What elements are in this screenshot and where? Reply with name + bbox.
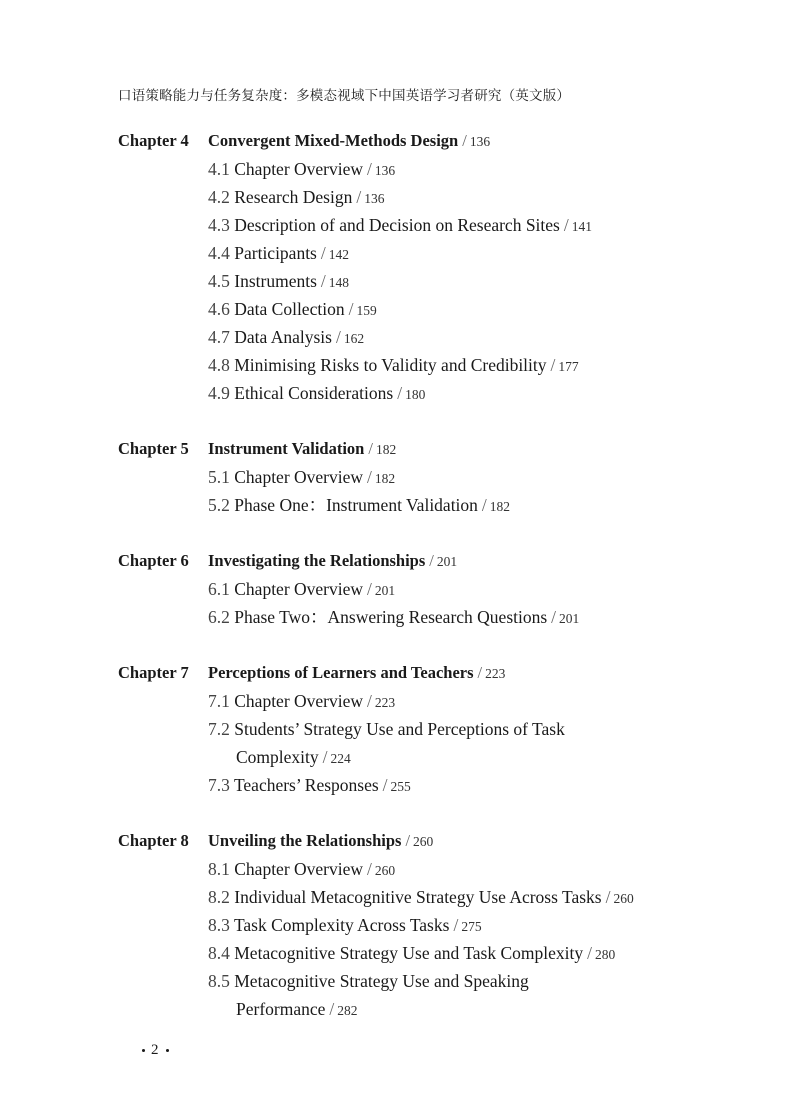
toc-entry[interactable]: 5.2 Phase One：Instrument Validation / 182 xyxy=(208,495,511,515)
entry-number: 5.2 xyxy=(208,495,230,515)
chapter-title: Convergent Mixed-Methods Design xyxy=(208,131,459,150)
chapter-page: 260 xyxy=(413,834,434,849)
entry-number: 8.1 xyxy=(208,859,230,879)
chapter-label: Chapter 6 xyxy=(118,551,189,570)
chapter-heading[interactable]: Chapter 6 Investigating the Relationships / 201 xyxy=(118,547,758,575)
entry-number: 6.1 xyxy=(208,579,230,599)
chapter-page: 201 xyxy=(436,554,458,569)
entry-title: Individual Metacognitive Strategy Use Across Tasks xyxy=(234,887,602,907)
entry-number: 4.9 xyxy=(208,383,230,403)
entry-title: Chapter Overview xyxy=(234,159,364,179)
entry-title: Teachers’ Responses xyxy=(233,775,379,795)
entry-number: 4.8 xyxy=(208,355,230,375)
entry-page: 141 xyxy=(571,219,592,234)
entry-page: 182 xyxy=(489,499,511,514)
entry-number: 4.7 xyxy=(208,327,230,347)
entry-number: 5.1 xyxy=(208,467,230,487)
chapter-title: Instrument Validation xyxy=(208,439,365,458)
entry-page: 201 xyxy=(374,583,396,598)
chapter-title: Unveiling the Relationships xyxy=(208,831,402,850)
toc-entry[interactable] xyxy=(118,715,758,743)
entry-number: 4.1 xyxy=(208,159,230,179)
chapter-title: Investigating the Relationships xyxy=(208,551,426,570)
entry-title: Description of and Decision on Research Sites xyxy=(234,215,560,235)
entry-number: 8.3 xyxy=(208,915,230,935)
toc-chapter-8 xyxy=(118,827,758,1023)
entry-title: Minimising Risks to Validity and Credibility xyxy=(234,355,547,375)
entry-number: 4.5 xyxy=(208,271,230,291)
entry-number: 7.2 xyxy=(208,719,230,739)
toc-chapter-4 xyxy=(118,127,758,407)
entry-title-continuation: Complexity xyxy=(236,747,319,767)
bullet-dot xyxy=(142,1049,145,1052)
entry-number: 6.2 xyxy=(208,607,230,627)
toc-entry[interactable]: 8.2 Individual Metacognitive Strategy Use Across Tasks / 260 xyxy=(208,887,634,907)
page-number xyxy=(136,1042,175,1059)
entry-page: 255 xyxy=(390,779,411,794)
toc-entry-continuation[interactable]: Performance / 282 xyxy=(236,999,358,1019)
chapter-heading[interactable]: Chapter 5 Instrument Validation / 182 xyxy=(118,435,758,463)
toc-entry[interactable]: 4.1 Chapter Overview / 136 xyxy=(208,159,396,179)
toc-entry[interactable]: 8.1 Chapter Overview / 260 xyxy=(208,859,396,879)
entry-title: Ethical Considerations xyxy=(234,383,394,403)
entry-page: 136 xyxy=(364,191,385,206)
chapter-label: Chapter 8 xyxy=(118,831,189,850)
entry-title: Data Analysis xyxy=(234,327,332,347)
entry-number: 4.6 xyxy=(208,299,230,319)
chapter-heading[interactable]: Chapter 8 Unveiling the Relationships / 260 xyxy=(118,827,758,855)
bullet-dot xyxy=(166,1049,169,1052)
entry-title: Chapter Overview xyxy=(234,467,364,487)
entry-number: 4.2 xyxy=(208,187,230,207)
entry-number: 8.5 xyxy=(208,971,230,991)
entry-page: 148 xyxy=(328,275,350,290)
chapter-page: 223 xyxy=(485,666,506,681)
toc-entry[interactable]: 7.3 Teachers’ Responses / 255 xyxy=(208,775,411,795)
chapter-label: Chapter 7 xyxy=(118,663,189,682)
toc-chapter-7 xyxy=(118,659,758,799)
entry-page: 260 xyxy=(374,863,396,878)
entry-page: 275 xyxy=(461,919,482,934)
running-header: 口语策略能力与任务复杂度：多模态视域下中国英语学习者研究（英文版） xyxy=(118,88,571,104)
toc-entry[interactable]: 4.4 Participants / 142 xyxy=(208,243,349,263)
entry-number: 8.2 xyxy=(208,887,230,907)
entry-page: 162 xyxy=(343,331,365,346)
entry-number: 4.3 xyxy=(208,215,230,235)
entry-number: 7.3 xyxy=(208,775,230,795)
entry-title: Metacognitive Strategy Use and Task Complexity xyxy=(234,943,584,963)
entry-page: 201 xyxy=(559,611,580,626)
entry-page: 260 xyxy=(613,891,634,906)
toc-entry[interactable]: 8.3 Task Complexity Across Tasks / 275 xyxy=(208,915,482,935)
entry-title: Research Design xyxy=(234,187,353,207)
toc-entry[interactable]: 7.1 Chapter Overview / 223 xyxy=(208,691,396,711)
toc-entry[interactable]: 4.7 Data Analysis / 162 xyxy=(208,327,365,347)
entry-title: Chapter Overview xyxy=(234,691,364,711)
entry-page: 159 xyxy=(356,303,377,318)
toc-chapter-6 xyxy=(118,547,758,631)
chapter-title: Perceptions of Learners and Teachers xyxy=(208,663,474,682)
chapter-heading[interactable]: Chapter 4 Convergent Mixed-Methods Design / 136 xyxy=(118,127,758,155)
entry-page: 142 xyxy=(328,247,349,262)
toc-entry[interactable]: 4.3 Description of and Decision on Research Sites / 141 xyxy=(208,215,592,235)
chapter-heading[interactable]: Chapter 7 Perceptions of Learners and Teachers / 223 xyxy=(118,659,758,687)
entry-number: 4.4 xyxy=(208,243,230,263)
toc-entry[interactable]: 8.4 Metacognitive Strategy Use and Task Complexity / 280 xyxy=(208,943,616,963)
entry-title: Phase One：Instrument Validation xyxy=(234,495,478,515)
entry-page: 177 xyxy=(558,359,579,374)
entry-title: Chapter Overview xyxy=(234,859,364,879)
toc-entry[interactable]: 5.1 Chapter Overview / 182 xyxy=(208,467,396,487)
toc-entry[interactable]: 6.2 Phase Two：Answering Research Questions / 201 xyxy=(208,607,580,627)
page-number-value: 2 xyxy=(151,1042,160,1058)
toc-entry[interactable]: 4.9 Ethical Considerations / 180 xyxy=(208,383,426,403)
entry-page: 180 xyxy=(405,387,426,402)
toc-entry-continuation[interactable]: Complexity / 224 xyxy=(236,747,351,767)
entry-title: Participants xyxy=(234,243,317,263)
entry-title: Students’ Strategy Use and Perceptions of Task xyxy=(234,719,565,739)
toc-entry[interactable]: 4.6 Data Collection / 159 xyxy=(208,299,377,319)
entry-title: Data Collection xyxy=(234,299,345,319)
entry-page: 136 xyxy=(374,163,396,178)
entry-title: Metacognitive Strategy Use and Speaking xyxy=(234,971,529,991)
toc-entry[interactable]: 6.1 Chapter Overview / 201 xyxy=(208,579,396,599)
entry-page: 280 xyxy=(595,947,616,962)
entry-page: 282 xyxy=(337,1003,358,1018)
entry-page: 223 xyxy=(374,695,396,710)
chapter-label: Chapter 4 xyxy=(118,131,189,150)
toc-entry[interactable]: 4.8 Minimising Risks to Validity and Credibility / 177 xyxy=(208,355,579,375)
table-of-contents xyxy=(118,127,758,1051)
chapter-label: Chapter 5 xyxy=(118,439,189,458)
chapter-page: 136 xyxy=(469,134,491,149)
toc-entry[interactable]: 4.5 Instruments / 148 xyxy=(208,271,350,291)
chapter-page: 182 xyxy=(375,442,397,457)
entry-page: 224 xyxy=(330,751,351,766)
toc-entry[interactable]: 4.2 Research Design / 136 xyxy=(208,187,385,207)
entry-title-continuation: Performance xyxy=(236,999,326,1019)
entry-title: Chapter Overview xyxy=(234,579,364,599)
toc-chapter-5 xyxy=(118,435,758,519)
toc-entry[interactable] xyxy=(118,967,758,995)
entry-title: Instruments xyxy=(234,271,317,291)
entry-title: Phase Two：Answering Research Questions xyxy=(234,607,548,627)
entry-title: Task Complexity Across Tasks xyxy=(233,915,450,935)
entry-page: 182 xyxy=(374,471,396,486)
entry-number: 8.4 xyxy=(208,943,230,963)
entry-number: 7.1 xyxy=(208,691,230,711)
